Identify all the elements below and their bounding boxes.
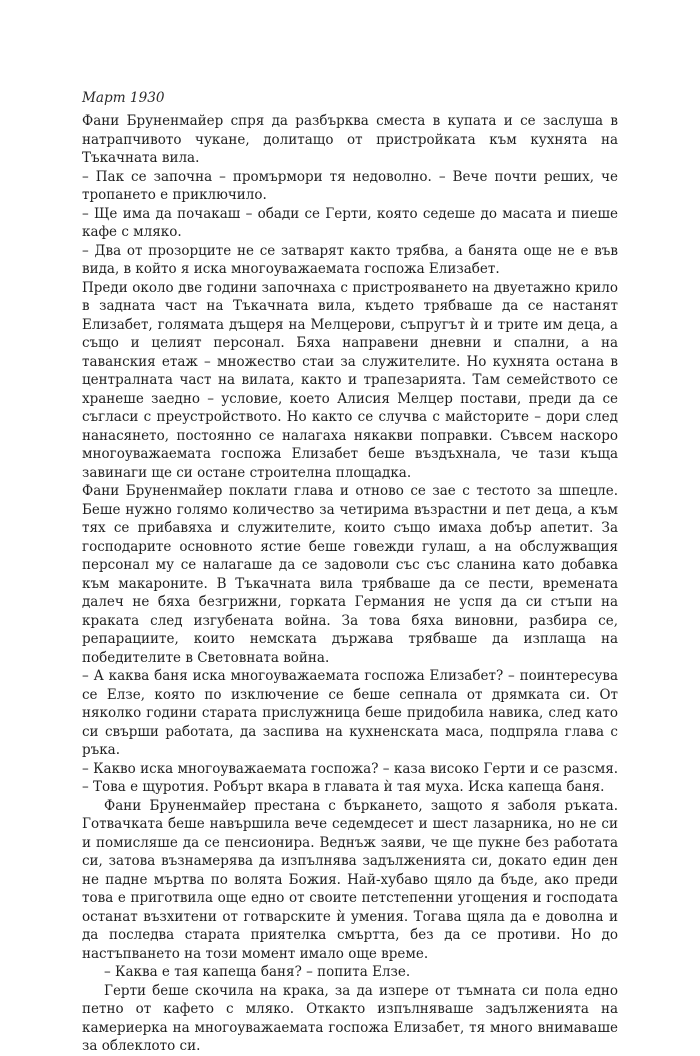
paragraph: – А каква баня иска многоуважаемата госпожа Елизабет? – поинтересува се Елзе, която по изключение се беше сепнала от дрямката си. От няколко години старата прислужница беше придобила навика, след като си свърши работата, да заспива на кухненската маса, подпряла глава с ръка.	[82, 668, 618, 758]
paragraph: – Ще има да почакаш – обади се Герти, която седеше до масата и пиеше кафе с мляко.	[82, 205, 618, 240]
paragraph: – Какво иска многоуважаемата госпожа? – каза високо Герти и се разсмя. – Това е щуротия. Робърт вкара в главата ѝ тая муха. Иска капеща баня.	[82, 760, 618, 795]
paragraph: – Каква е тая капеща баня? – попита Елзе.	[104, 964, 411, 980]
chapter-date-heading: Март 1930	[82, 90, 165, 106]
paragraph: Фани Бруненмайер престана с бъркането, защото я заболя ръката. Готвачката беше навършила вече седемдесет и шест лазарника, но не си и помисляше да се пенсионира. Веднъж заяви, че ще пукне без работата си, затова възнамерява да изпълнява задълженията си, докато един ден не падне мъртва по волята Божия. Най-хубаво щяло да бъде, ако преди това е приготвила още едно от своите петстепенни угощения и господата останат възхитени от готварските ѝ умения. Тогава щяла да е доволна и да последва старата приятелка смъртта, без да се противи. Но до настъпването на този момент имало още време.	[82, 797, 618, 962]
paragraph: Герти беше скочила на крака, за да изпере от тъмната си пола едно петно от кафето с мляко. Откакто изпълняваше задълженията на камериерка на многоуважаемата госпожа Елизабет, тя много внимаваше за облеклото си.	[82, 982, 618, 1054]
paragraph: Преди около две години започнаха с пристрояването на двуетажно крило в задната част на Тъкачната вила, където трябваше да се настанят Елизабет, голямата дъщеря на Мелцерови, съпругът ѝ и трите им деца, а също и целият персонал. Бяха направени дневни и спални, а на таванския етаж – множество стаи за служителите. Но кухнята остана в централната част на вилата, както и трапезарията. Там семейството се хранеше заедно – условие, което Алисия Мелцер постави, преди да се съгласи с преустройството. Но както се случва с майсторите – дори след нанасянето, постоянно се налагаха някакви поправки. Съвсем наскоро многоуважаемата госпожа Елизабет беше въздъхнала, че тази къща завинаги ще си остане строителна площадка.	[82, 279, 618, 481]
paragraph: Фани Бруненмайер спря да разбърква сместа в купата и се заслуша в натрапчивото чукане, долитащо от пристройката към кухнята на Тъкачната вила.	[82, 113, 618, 166]
paragraph: Фани Бруненмайер поклати глава и отново се зае с тестото за шпецле. Беше нужно голямо количество за четирима възрастни и пет деца, а към тях се прибавяха и служителите, които също имаха добър апетит. За господарите основното ястие беше говежди гулаш, а на обслужващия персонал му се налагаше да се задоволи със със сланина като добавка към макароните. В Тъкачната вила трябваше да се пести, времената далеч не бяха безгрижни, горката Германия не успя да си стъпи на краката след изгубената война. За това бяха виновни, разбира се, репарациите, които немската държава трябваше да изплаща на победителите в Световната война.	[82, 483, 618, 666]
paragraph: – Два от прозорците не се затварят както трябва, а банята още не е във вида, в който я иска многоуважаемата госпожа Елизабет.	[82, 242, 618, 277]
paragraph: – Пак се започна – промърмори тя недоволно. – Вече почти реших, че тропането е приключило.	[82, 168, 618, 203]
body-text	[82, 112, 618, 1056]
